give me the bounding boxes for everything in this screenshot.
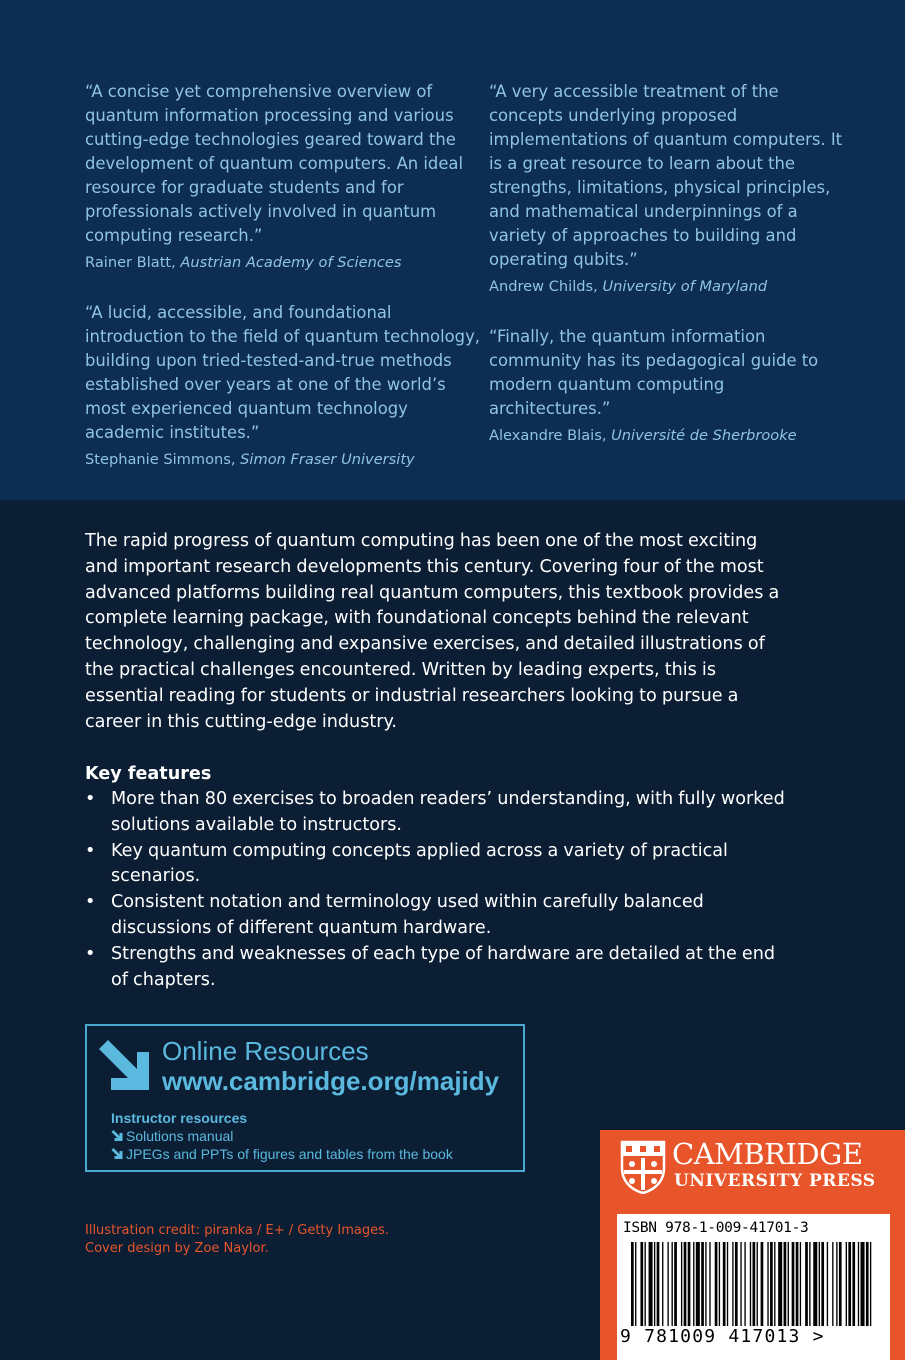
instructor-resources-heading: Instructor resources bbox=[111, 1110, 248, 1126]
quote-affiliation: Simon Fraser University bbox=[240, 451, 415, 468]
barcode-bar bbox=[827, 1242, 828, 1326]
quote-affiliation: Austrian Academy of Sciences bbox=[180, 254, 402, 271]
barcode-bar bbox=[848, 1242, 851, 1326]
barcode-bar bbox=[821, 1242, 824, 1326]
barcode-bar bbox=[693, 1242, 694, 1326]
quote-attribution bbox=[489, 426, 849, 446]
barcode-bar bbox=[796, 1242, 799, 1326]
barcode-bar bbox=[761, 1242, 764, 1326]
barcode-bar bbox=[767, 1242, 768, 1326]
barcode-bar bbox=[800, 1242, 801, 1326]
endorsements-panel bbox=[0, 0, 905, 500]
barcode-bar bbox=[852, 1242, 855, 1326]
barcode-bar bbox=[657, 1242, 660, 1326]
barcode-bar bbox=[832, 1242, 833, 1326]
barcode-bar bbox=[788, 1242, 789, 1326]
barcode-bar bbox=[635, 1242, 636, 1326]
quote-author: Rainer Blatt, bbox=[85, 254, 181, 271]
barcode-bar bbox=[750, 1242, 751, 1326]
online-resources-box bbox=[85, 1024, 525, 1172]
quote-simmons bbox=[85, 301, 485, 470]
barcode-bar bbox=[858, 1242, 859, 1326]
barcode-bar bbox=[696, 1242, 700, 1326]
barcode-bar bbox=[735, 1242, 738, 1326]
online-resources-title: Online Resources bbox=[162, 1036, 369, 1066]
barcode-bar bbox=[809, 1242, 810, 1326]
barcode-bar bbox=[744, 1242, 745, 1326]
publisher-block bbox=[600, 1130, 905, 1360]
barcode-bar bbox=[649, 1242, 653, 1326]
quote-author: Andrew Childs, bbox=[489, 278, 603, 295]
bullet: • bbox=[85, 943, 96, 964]
bullet: • bbox=[85, 892, 96, 913]
resource-item bbox=[111, 1128, 233, 1144]
quote-blais bbox=[489, 325, 849, 446]
quote-author: Alexandre Blais, bbox=[489, 427, 612, 444]
barcode-bar bbox=[813, 1242, 817, 1326]
quote-attribution bbox=[85, 253, 465, 273]
barcode-bar bbox=[770, 1242, 773, 1326]
cambridge-crest-icon bbox=[620, 1140, 666, 1194]
resource-item-label: Solutions manual bbox=[126, 1128, 234, 1144]
barcode-bar bbox=[839, 1242, 842, 1326]
barcode-bar bbox=[688, 1242, 691, 1326]
key-features-list bbox=[85, 787, 795, 993]
feature-text: More than 80 exercises to broaden readers’ understanding, with fully worked solutions available to instructors. bbox=[111, 789, 785, 835]
barcode-bar bbox=[792, 1242, 795, 1326]
barcode-bar bbox=[667, 1242, 668, 1326]
barcode-bar bbox=[645, 1242, 646, 1326]
arrow-down-right-icon bbox=[95, 1036, 155, 1096]
quote-affiliation: Université de Sherbrooke bbox=[611, 427, 797, 444]
resource-item-label: JPEGs and PPTs of figures and tables from the book bbox=[126, 1146, 453, 1162]
barcode-bar bbox=[861, 1242, 865, 1326]
barcode-bar bbox=[631, 1242, 634, 1326]
barcode-bar bbox=[740, 1242, 741, 1326]
barcode-bar bbox=[719, 1242, 720, 1326]
cover-design-credit: Cover design by Zoe Naylor. bbox=[85, 1241, 269, 1256]
barcode-bar bbox=[674, 1242, 677, 1326]
barcode-digits: 9 781009 417013 > bbox=[620, 1326, 825, 1347]
barcode bbox=[617, 1214, 890, 1360]
barcode-bar bbox=[684, 1242, 687, 1326]
quote-text: “A lucid, accessible, and foundational introduction to the field of quantum technology, building upon tried-tested-and-true methods established over years at one of the world’s most experienced quantum technology academic institutes.” bbox=[85, 303, 480, 442]
quote-text: “A very accessible treatment of the concepts underlying proposed implementations of quantum computers. It is a great resource to learn about the strengths, limitations, physical principles, and mathematical underpinnings of a variety of approaches to building and operating qubits.” bbox=[489, 82, 843, 269]
barcode-bar bbox=[866, 1242, 869, 1326]
barcode-bar bbox=[727, 1242, 728, 1326]
quote-childs bbox=[489, 80, 849, 297]
illustration-credit: Illustration credit: piranka / E+ / Getty Images. bbox=[85, 1223, 389, 1238]
quote-text: “Finally, the quantum information community has its pedagogical guide to modern quantum computing architectures.” bbox=[489, 327, 819, 418]
quote-attribution bbox=[85, 450, 485, 470]
resource-item bbox=[111, 1146, 453, 1162]
small-arrow-icon bbox=[111, 1148, 124, 1160]
barcode-bar bbox=[846, 1242, 847, 1326]
bullet: • bbox=[85, 789, 96, 809]
feature-item bbox=[85, 942, 795, 994]
barcode-bar bbox=[870, 1242, 871, 1326]
barcode-bar bbox=[705, 1242, 706, 1326]
barcode-bar bbox=[757, 1242, 758, 1326]
quote-attribution bbox=[489, 277, 849, 297]
barcode-bars bbox=[631, 1242, 876, 1328]
feature-item bbox=[85, 787, 795, 839]
publisher-name: CAMBRIDGE bbox=[672, 1137, 863, 1171]
isbn-label: ISBN 978-1-009-41701-3 bbox=[623, 1220, 809, 1236]
online-resources-url[interactable]: www.cambridge.org/majidy bbox=[162, 1066, 500, 1096]
credits bbox=[85, 1222, 389, 1258]
barcode-bar bbox=[654, 1242, 655, 1326]
barcode-bar bbox=[709, 1242, 710, 1326]
bullet: • bbox=[85, 840, 96, 861]
barcode-bar bbox=[778, 1242, 782, 1326]
feature-item bbox=[85, 839, 795, 891]
barcode-bar bbox=[819, 1242, 820, 1326]
barcode-bar bbox=[753, 1242, 756, 1326]
barcode-bar bbox=[836, 1242, 837, 1326]
key-features-title: Key features bbox=[85, 764, 212, 784]
barcode-bar bbox=[784, 1242, 787, 1326]
barcode-bar bbox=[805, 1242, 808, 1326]
barcode-bar bbox=[681, 1242, 682, 1326]
barcode-bar bbox=[732, 1242, 733, 1326]
barcode-bar bbox=[774, 1242, 775, 1326]
barcode-bar bbox=[640, 1242, 643, 1326]
quote-author: Stephanie Simmons, bbox=[85, 451, 241, 468]
feature-item bbox=[85, 890, 795, 942]
publisher-subtitle: UNIVERSITY PRESS bbox=[674, 1171, 876, 1191]
barcode-bar bbox=[672, 1242, 673, 1326]
barcode-bar bbox=[701, 1242, 704, 1326]
feature-text: Strengths and weaknesses of each type of hardware are detailed at the end of chapters. bbox=[111, 943, 776, 990]
barcode-bar bbox=[715, 1242, 718, 1326]
quote-blatt bbox=[85, 80, 465, 273]
feature-text: Key quantum computing concepts applied across a variety of practical scenarios. bbox=[111, 840, 728, 887]
quote-text: “A concise yet comprehensive overview of quantum information processing and various cutting-edge technologies geared toward the development of quantum computers. An ideal resource for graduate students and for professionals actively involved in quantum computing research.” bbox=[85, 82, 464, 245]
quote-affiliation: University of Maryland bbox=[602, 278, 768, 295]
small-arrow-icon bbox=[111, 1130, 124, 1142]
barcode-bar bbox=[723, 1242, 726, 1326]
book-description: The rapid progress of quantum computing has been one of the most exciting and important research developments this century. Covering four of the most advanced platforms building real quantum computers, this textbook provides a complete learning package, with foundational concepts behind the relevant technology, challenging and expansive exercises, and detailed illustrations of the practical challenges encountered. Written by leading experts, this is essential reading for students or industrial researchers looking to pursue a career in this cutting-edge industry. bbox=[85, 531, 780, 732]
barcode-bar bbox=[662, 1242, 663, 1326]
feature-text: Consistent notation and terminology used within carefully balanced discussions of different quantum hardware. bbox=[111, 892, 704, 938]
